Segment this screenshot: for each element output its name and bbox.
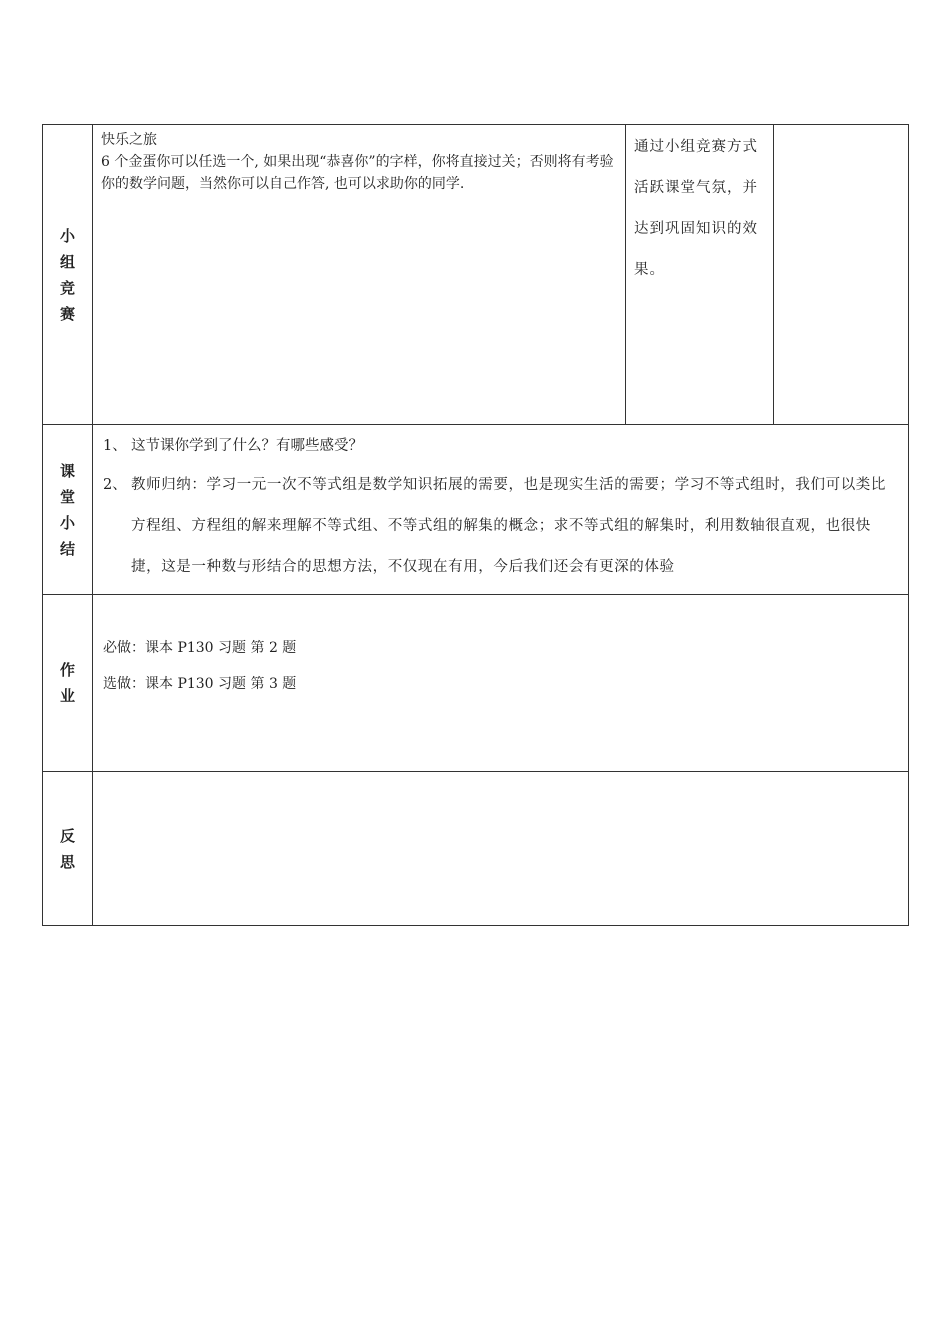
summary-content [93, 425, 909, 595]
competition-label [43, 125, 93, 425]
competition-content [93, 125, 626, 425]
homework-optional: 选做：课本 P130 习题 第 3 题 [103, 676, 297, 692]
summary-item [103, 465, 898, 588]
label-char: 思 [59, 852, 75, 871]
label-char: 赛 [59, 304, 75, 323]
homework-label [43, 595, 93, 772]
summary-item [103, 431, 898, 461]
summary-item-text: 这节课你学到了什么？有哪些感受？ [131, 438, 363, 454]
competition-intent [626, 125, 774, 425]
label-char: 小 [59, 513, 75, 532]
label-char: 业 [59, 687, 75, 705]
competition-intent-text: 通过小组竞赛方式活跃课堂气氛，并达到巩固知识的效果。 [634, 139, 758, 278]
label-char: 反 [59, 826, 75, 845]
label-char: 作 [59, 661, 75, 679]
label-char: 组 [59, 252, 75, 271]
label-char: 结 [59, 539, 75, 558]
lesson-plan-table [42, 124, 909, 926]
label-char: 课 [59, 461, 75, 480]
competition-row [43, 125, 909, 425]
summary-label [43, 425, 93, 595]
summary-item-text: 教师归纳：学习一元一次不等式组是数学知识拓展的需要，也是现实生活的需要；学习不等式组时，我们可以类比方程组、方程组的解来理解不等式组、不等式组的解集的概念；求不等式组的解集时，利用数轴很直观，也很快捷，这是一种数与形结合的思想方法，不仅现在有用，今后我们还会有更深的体验 [131, 477, 886, 575]
label-char: 小 [59, 226, 75, 245]
reflection-content [93, 772, 909, 926]
label-char: 堂 [59, 487, 75, 506]
competition-text: 6 个金蛋你可以任选一个, 如果出现“恭喜你”的字样，你将直接过关；否则将有考验你的数学问题，当然你可以自己作答, 也可以求助你的同学. [101, 154, 614, 192]
homework-content [93, 595, 909, 772]
competition-title: 快乐之旅 [101, 132, 157, 148]
label-char: 竞 [59, 278, 75, 297]
homework-row [43, 595, 909, 772]
summary-item-number: 1、 [103, 438, 127, 454]
reflection-row [43, 772, 909, 926]
summary-item-number: 2、 [103, 477, 127, 493]
homework-required: 必做：课本 P130 习题 第 2 题 [103, 640, 297, 656]
summary-row [43, 425, 909, 595]
reflection-label [43, 772, 93, 926]
competition-extra-cell [774, 125, 909, 425]
lesson-plan-sheet [42, 124, 908, 926]
